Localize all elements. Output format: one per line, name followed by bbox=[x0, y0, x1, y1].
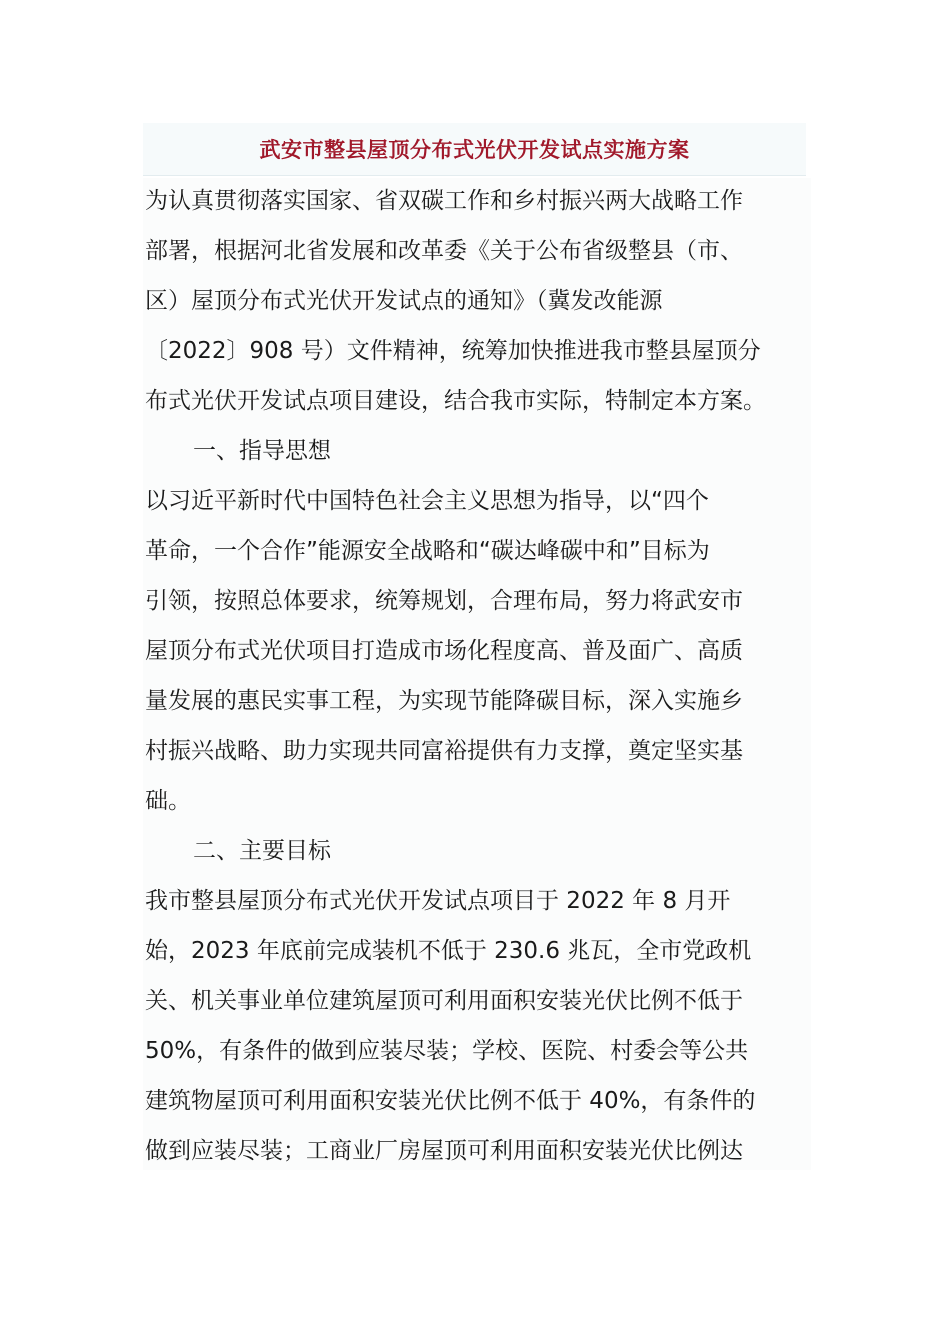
paragraph-line: 50%，有条件的做到应装尽装；学校、医院、村委会等公共 bbox=[145, 1038, 749, 1064]
paragraph-line: 建筑物屋顶可利用面积安装光伏比例不低于 40%，有条件的 bbox=[145, 1088, 756, 1114]
paragraph-line: 村振兴战略、助力实现共同富裕提供有力支撑，奠定坚实基 bbox=[145, 738, 743, 764]
document-title: 武安市整县屋顶分布式光伏开发试点实施方案 bbox=[259, 138, 690, 162]
paragraph-line: 布式光伏开发试点项目建设，结合我市实际，特制定本方案。 bbox=[145, 388, 766, 414]
paragraph-line: 做到应装尽装；工商业厂房屋顶可利用面积安装光伏比例达 bbox=[145, 1138, 743, 1164]
paragraph-line: 关、机关事业单位建筑屋顶可利用面积安装光伏比例不低于 bbox=[145, 988, 743, 1014]
paragraph-line: 量发展的惠民实事工程，为实现节能降碳目标，深入实施乡 bbox=[145, 688, 743, 714]
paragraph-line: 革命，一个合作”能源安全战略和“碳达峰碳中和”目标为 bbox=[145, 538, 710, 564]
section-heading-guiding-ideology: 一、指导思想 bbox=[193, 438, 331, 464]
title-banner bbox=[143, 123, 806, 176]
section-heading-main-goals: 二、主要目标 bbox=[193, 838, 331, 864]
paragraph-line: 区）屋顶分布式光伏开发试点的通知》（冀发改能源 bbox=[145, 288, 663, 314]
paragraph-line: 以习近平新时代中国特色社会主义思想为指导，以“四个 bbox=[145, 488, 709, 514]
paragraph-line: 〔2022〕908 号）文件精神，统筹加快推进我市整县屋顶分 bbox=[145, 338, 761, 364]
paragraph-line: 部署，根据河北省发展和改革委《关于公布省级整县（市、 bbox=[145, 238, 743, 264]
document-body-background bbox=[143, 178, 811, 1170]
paragraph-line: 础。 bbox=[145, 788, 191, 814]
paragraph-line: 始，2023 年底前完成装机不低于 230.6 兆瓦，全市党政机 bbox=[145, 938, 752, 964]
paragraph-line: 引领，按照总体要求，统筹规划，合理布局，努力将武安市 bbox=[145, 588, 743, 614]
paragraph-line: 我市整县屋顶分布式光伏开发试点项目于 2022 年 8 月开 bbox=[145, 888, 731, 914]
paragraph-line: 屋顶分布式光伏项目打造成市场化程度高、普及面广、高质 bbox=[145, 638, 743, 664]
paragraph-line: 为认真贯彻落实国家、省双碳工作和乡村振兴两大战略工作 bbox=[145, 188, 743, 214]
